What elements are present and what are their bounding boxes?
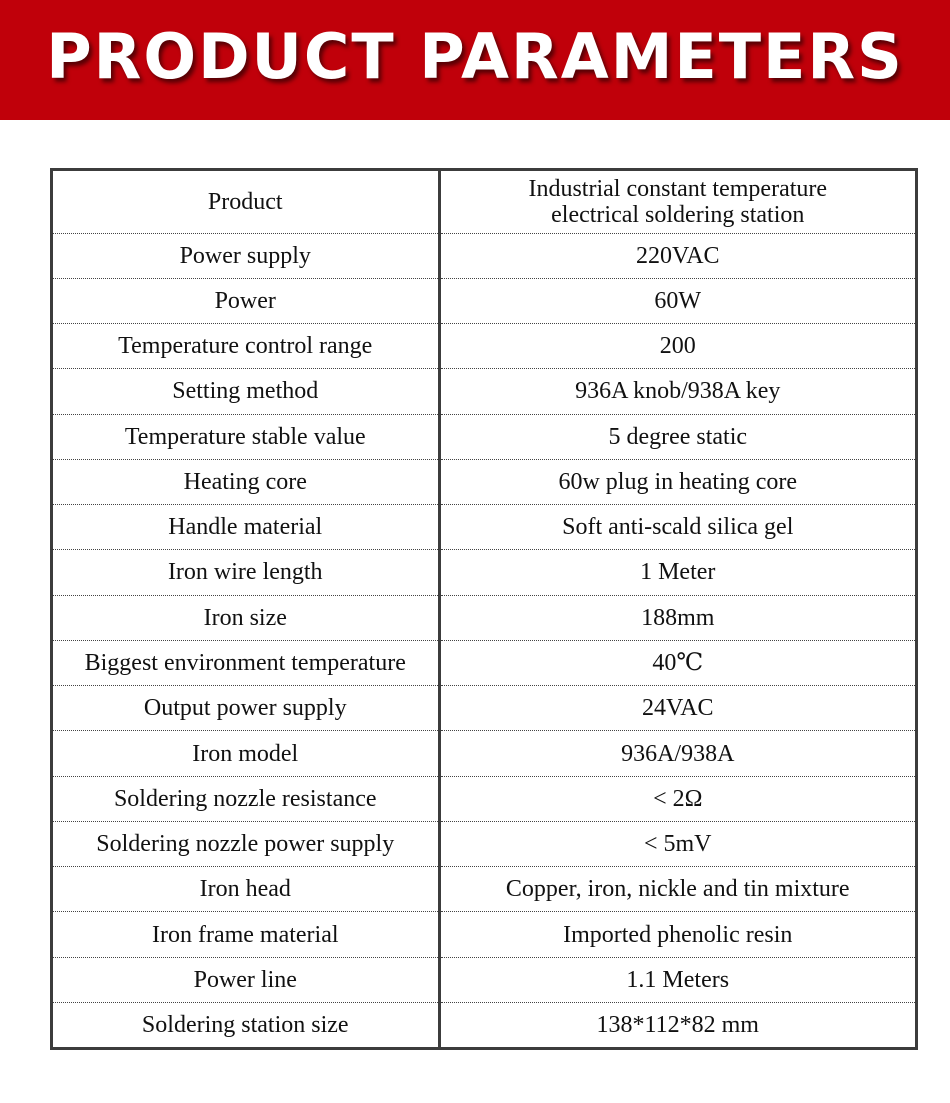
param-value: 138*112*82 mm [596, 1012, 759, 1038]
parameters-grid [53, 171, 915, 1047]
param-value: 1 Meter [439, 550, 915, 595]
param-value: < 5mV [439, 821, 915, 866]
table-row [53, 957, 915, 1002]
table-row [53, 640, 915, 685]
table-row [53, 369, 915, 414]
param-label: Power [53, 278, 439, 323]
param-value: 40℃ [439, 640, 915, 685]
param-value: Copper, iron, nickle and tin mixture [439, 867, 915, 912]
table-row [53, 731, 915, 776]
param-label: Product [53, 171, 439, 233]
table-row [53, 233, 915, 278]
param-label: Iron wire length [53, 550, 439, 595]
param-value: < 2Ω [439, 776, 915, 821]
param-value: 24VAC [439, 686, 915, 731]
param-value: 1.1 Meters [439, 957, 915, 1002]
param-label: Temperature stable value [53, 414, 439, 459]
param-label: Heating core [53, 459, 439, 504]
table-row [53, 324, 915, 369]
header-banner [0, 0, 950, 120]
page-title: PRODUCT PARAMETERS [46, 19, 904, 93]
param-value: 5 degree static [439, 414, 915, 459]
param-label: Iron head [53, 867, 439, 912]
param-label: Soldering station size [53, 1003, 439, 1047]
param-label: Soldering nozzle power supply [53, 821, 439, 866]
table-row [53, 550, 915, 595]
param-value: Soft anti-scald silica gel [439, 505, 915, 550]
param-label: Biggest environment temperature [53, 640, 439, 685]
param-value: 200 [439, 324, 915, 369]
table-row [53, 867, 915, 912]
param-value: 60W [439, 278, 915, 323]
param-label: Soldering nozzle resistance [53, 776, 439, 821]
param-value: 936A/938A [439, 731, 915, 776]
param-label: Handle material [53, 505, 439, 550]
param-label: Iron model [53, 731, 439, 776]
table-row [53, 414, 915, 459]
param-label: Power line [53, 957, 439, 1002]
table-row [53, 459, 915, 504]
table-row [53, 912, 915, 957]
param-label: Temperature control range [53, 324, 439, 369]
table-row [53, 171, 915, 233]
param-value: Imported phenolic resin [439, 912, 915, 957]
param-value: 188mm [439, 595, 915, 640]
param-label: Power supply [53, 233, 439, 278]
table-row [53, 595, 915, 640]
param-value-line: Industrial constant temperature [528, 175, 828, 202]
table-row [53, 278, 915, 323]
param-label: Iron frame material [53, 912, 439, 957]
table-row [53, 505, 915, 550]
param-value-line: electrical soldering station [551, 201, 805, 228]
table-row [53, 1003, 915, 1047]
param-value: 60w plug in heating core [439, 459, 915, 504]
param-value: 936A knob/938A key [439, 369, 915, 414]
param-label: Setting method [53, 369, 439, 414]
param-value [439, 171, 915, 233]
parameters-table [50, 168, 918, 1050]
param-label: Output power supply [53, 686, 439, 731]
table-row [53, 821, 915, 866]
table-row [53, 686, 915, 731]
table-row [53, 776, 915, 821]
param-label: Iron size [53, 595, 439, 640]
param-value: 220VAC [439, 233, 915, 278]
